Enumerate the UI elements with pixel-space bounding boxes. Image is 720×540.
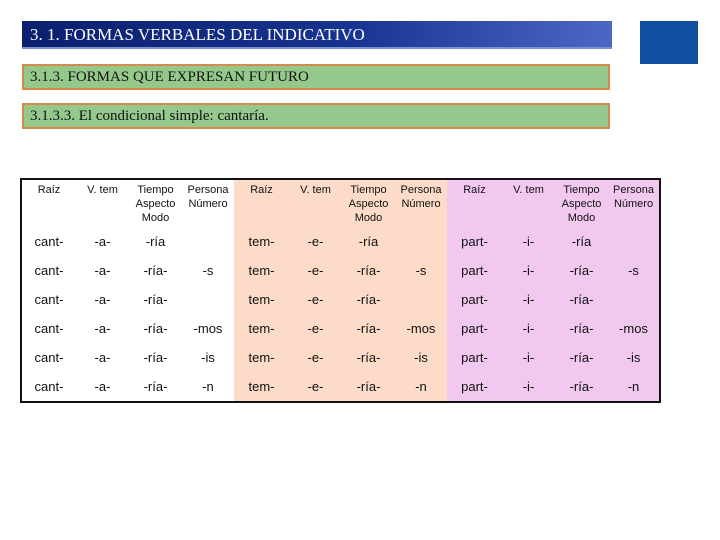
table-cell: -e-	[289, 285, 342, 314]
table-cell	[608, 285, 660, 314]
table-cell: -e-	[289, 256, 342, 285]
table-cell: -e-	[289, 343, 342, 372]
table-cell: part-	[447, 285, 502, 314]
table-cell: -ría-	[342, 285, 395, 314]
section-heading: 3.1.3. FORMAS QUE EXPRESAN FUTURO	[22, 64, 610, 90]
table-header-row	[21, 179, 660, 227]
column-header: Raíz	[21, 179, 76, 227]
table-cell: -a-	[76, 256, 129, 285]
table-cell: -i-	[502, 343, 555, 372]
column-header: V. tem	[76, 179, 129, 227]
table-row	[21, 314, 660, 343]
table-cell: -ría	[342, 227, 395, 256]
table-cell: part-	[447, 227, 502, 256]
table-cell: -a-	[76, 227, 129, 256]
table-cell: -a-	[76, 343, 129, 372]
table-cell: -i-	[502, 256, 555, 285]
table-cell: -ría-	[555, 343, 608, 372]
table-cell: -i-	[502, 285, 555, 314]
table-row	[21, 285, 660, 314]
table-cell: -ría-	[342, 343, 395, 372]
table-cell: -i-	[502, 314, 555, 343]
table-cell: -s	[182, 256, 234, 285]
table-cell: -ría	[129, 227, 182, 256]
table-cell	[395, 227, 447, 256]
table-cell: cant-	[21, 227, 76, 256]
table-row	[21, 227, 660, 256]
table-cell	[395, 285, 447, 314]
table-cell: -mos	[182, 314, 234, 343]
table-cell	[608, 227, 660, 256]
table-cell: -a-	[76, 372, 129, 402]
column-header: Persona Número	[395, 179, 447, 227]
table-cell: -ría-	[555, 372, 608, 402]
table-cell: cant-	[21, 256, 76, 285]
table-cell: -i-	[502, 227, 555, 256]
table-cell: cant-	[21, 285, 76, 314]
column-header: V. tem	[502, 179, 555, 227]
table-cell: -e-	[289, 314, 342, 343]
column-header: Tiempo Aspecto Modo	[129, 179, 182, 227]
table-cell: -n	[182, 372, 234, 402]
table-cell: -ría-	[555, 314, 608, 343]
table-cell: tem-	[234, 227, 289, 256]
table-cell: -ría-	[129, 314, 182, 343]
slide-title: 3. 1. FORMAS VERBALES DEL INDICATIVO	[22, 21, 612, 49]
table-cell: tem-	[234, 256, 289, 285]
column-header: Tiempo Aspecto Modo	[555, 179, 608, 227]
table-cell: -s	[395, 256, 447, 285]
table-cell: -ría-	[342, 314, 395, 343]
table-cell: tem-	[234, 343, 289, 372]
column-header: Tiempo Aspecto Modo	[342, 179, 395, 227]
table-cell: -s	[608, 256, 660, 285]
table-cell: part-	[447, 372, 502, 402]
table-row	[21, 343, 660, 372]
table-cell: -is	[608, 343, 660, 372]
table-cell: -ría-	[555, 285, 608, 314]
table-cell: -i-	[502, 372, 555, 402]
table-cell: -e-	[289, 227, 342, 256]
table-cell: -is	[182, 343, 234, 372]
table-cell: -ría-	[342, 372, 395, 402]
table-cell	[182, 285, 234, 314]
table-cell: cant-	[21, 314, 76, 343]
column-header: Persona Número	[608, 179, 660, 227]
table-cell: -n	[608, 372, 660, 402]
table-cell: -mos	[395, 314, 447, 343]
column-header: Persona Número	[182, 179, 234, 227]
table-cell: -ría-	[129, 285, 182, 314]
table-cell: -ría-	[129, 256, 182, 285]
table-row	[21, 256, 660, 285]
table-cell: -ría-	[129, 343, 182, 372]
table-cell: cant-	[21, 372, 76, 402]
table-cell	[182, 227, 234, 256]
subsection-heading: 3.1.3.3. El condicional simple: cantaría.	[22, 103, 610, 129]
table-cell: -ría-	[555, 256, 608, 285]
table-row	[21, 372, 660, 402]
column-header: Raíz	[447, 179, 502, 227]
table-cell: -a-	[76, 314, 129, 343]
table-cell: -n	[395, 372, 447, 402]
table-cell: -a-	[76, 285, 129, 314]
table-cell: part-	[447, 314, 502, 343]
table-cell: -mos	[608, 314, 660, 343]
column-header: Raíz	[234, 179, 289, 227]
table-cell: part-	[447, 256, 502, 285]
column-header: V. tem	[289, 179, 342, 227]
table-cell: -ría-	[342, 256, 395, 285]
table-cell: part-	[447, 343, 502, 372]
table-cell: -e-	[289, 372, 342, 402]
decorative-square	[640, 21, 698, 64]
conjugation-table	[20, 178, 661, 403]
table-cell: -is	[395, 343, 447, 372]
table-cell: -ría-	[129, 372, 182, 402]
table-cell: cant-	[21, 343, 76, 372]
table-cell: tem-	[234, 314, 289, 343]
table-cell: -ría	[555, 227, 608, 256]
table-cell: tem-	[234, 372, 289, 402]
table-cell: tem-	[234, 285, 289, 314]
